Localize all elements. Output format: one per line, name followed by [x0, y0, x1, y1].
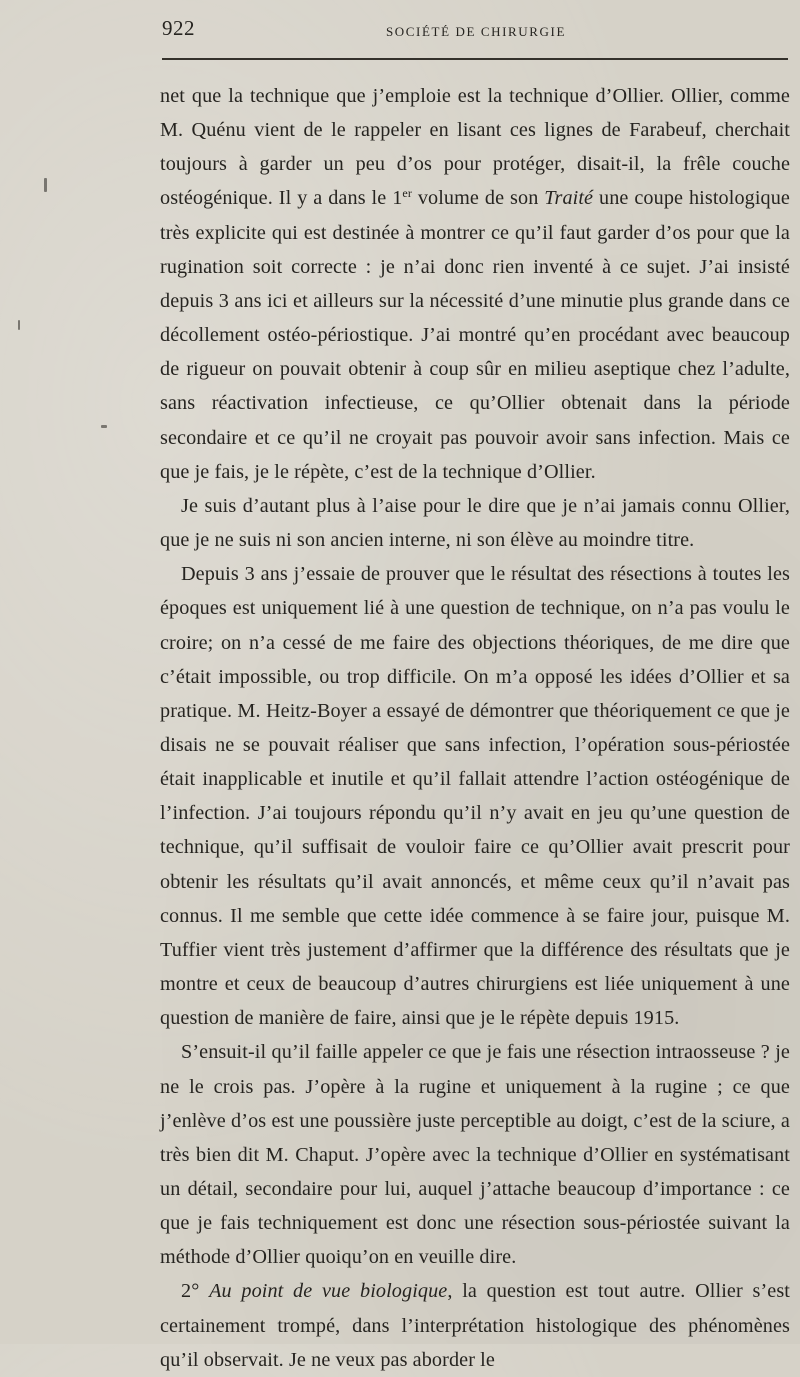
paragraph-p3: [160, 557, 790, 1035]
text-segment: Je suis d’autant plus à l’aise pour le dire que je n’ai jamais connu Ollier, que je ne suis ni son ancien interne, ni son élève au moindre titre.: [160, 494, 790, 552]
text-segment: une coupe histologique très explicite qui est destinée à montrer ce qu’il faut garder d’os pour que la rugination soit correcte : je n’ai donc rien inventé à ce sujet. J’ai insisté depuis 3 ans ici et ailleurs sur la nécessité d’une minutie plus grande dans ce décollement ostéo-périostique. J’ai montré qu’en procédant avec beaucoup de rigueur on pouvait obtenir à coup sûr en milieu aseptique chez l’adulte, sans réactivation infectieuse, ce qu’Ollier obtenait dans la période secondaire et ce qu’il ne croyait pas pouvoir avoir sans infection. Mais ce que je fais, je le répète, c’est de la technique d’Ollier.: [160, 187, 790, 483]
scan-speck: [18, 320, 20, 330]
scan-speck: [44, 178, 47, 192]
text-segment: net que la technique que j’emploie est la technique d’Ollier. Ollier, comme M. Quénu vient de le rappeler en lisant ces lignes de Farabeuf, cherchait toujours à garder un peu d’os pour protéger, disait-il, la frêle couche ostéogénique. Il y a dans le 1: [160, 85, 790, 210]
text-segment: Au point de vue biologique: [209, 1280, 448, 1303]
paragraph-p4: [160, 1035, 790, 1274]
text-segment: , la question est tout autre. Ollier s’est certainement trompé, dans l’interprétation histologique des phénomènes qu’il observait. Je ne veux pas aborder le: [160, 1280, 790, 1371]
scan-speck: [101, 425, 107, 428]
text-segment: S’ensuit-il qu’il faille appeler ce que je fais une résection intraosseuse ? je ne le crois pas. J’opère à la rugine et uniquement à la rugine ; ce que j’enlève d’os est une poussière juste perceptible au doigt, c’est de la sciure, a très bien dit M. Chaput. J’opère avec la technique d’Ollier en systématisant un détail, secondaire pour lui, auquel j’attache beaucoup d’importance : ce que je fais techniquement est donc une résection sous-périostée suivant la méthode d’Ollier quoiqu’on en veuille dire.: [160, 1041, 790, 1269]
paragraph-p2: [160, 489, 790, 557]
page-header: [162, 14, 790, 46]
text-segment: Depuis 3 ans j’essaie de prouver que le résultat des résections à toutes les époques est uniquement lié à une question de technique, on n’a pas voulu le croire; on n’a cessé de me faire des objections théoriques, de me dire que c’était impossible, ou trop difficile. On m’a opposé les idées d’Ollier et sa pratique. M. Heitz-Boyer a essayé de démontrer que théoriquement ce que je disais ne se pouvait réaliser que sans infection, l’opération sous-périostée était inapplicable et inutile et qu’il fallait attendre l’action ostéogénique de l’infection. J’ai toujours répondu qu’il n’y avait en jeu qu’une question de technique, qu’il suffisait de vouloir faire ce qu’Ollier avait prescrit pour obtenir les résultats qu’il avait annoncés, et même ceux qu’il n’avait pas connus. Il me semble que cette idée commence à se faire jour, puisque M. Tuffier vient très justement d’affirmer que la différence des résultats que je montre et ceux de beaucoup d’autres chirurgiens est liée uniquement à une question de manière de faire, ainsi que je le répète depuis 1915.: [160, 563, 790, 1030]
paragraph-p1: [160, 79, 790, 489]
page-number: 922: [162, 16, 195, 40]
body-text: [160, 79, 790, 1377]
text-segment: volume de son: [411, 187, 545, 210]
running-head: SOCIÉTÉ DE CHIRURGIE: [385, 24, 567, 39]
text-segment: er: [402, 186, 412, 201]
header-rule: [162, 58, 788, 60]
paragraph-p5: [160, 1274, 790, 1376]
text-segment: Traité: [544, 187, 594, 210]
text-segment: 2°: [181, 1280, 210, 1303]
